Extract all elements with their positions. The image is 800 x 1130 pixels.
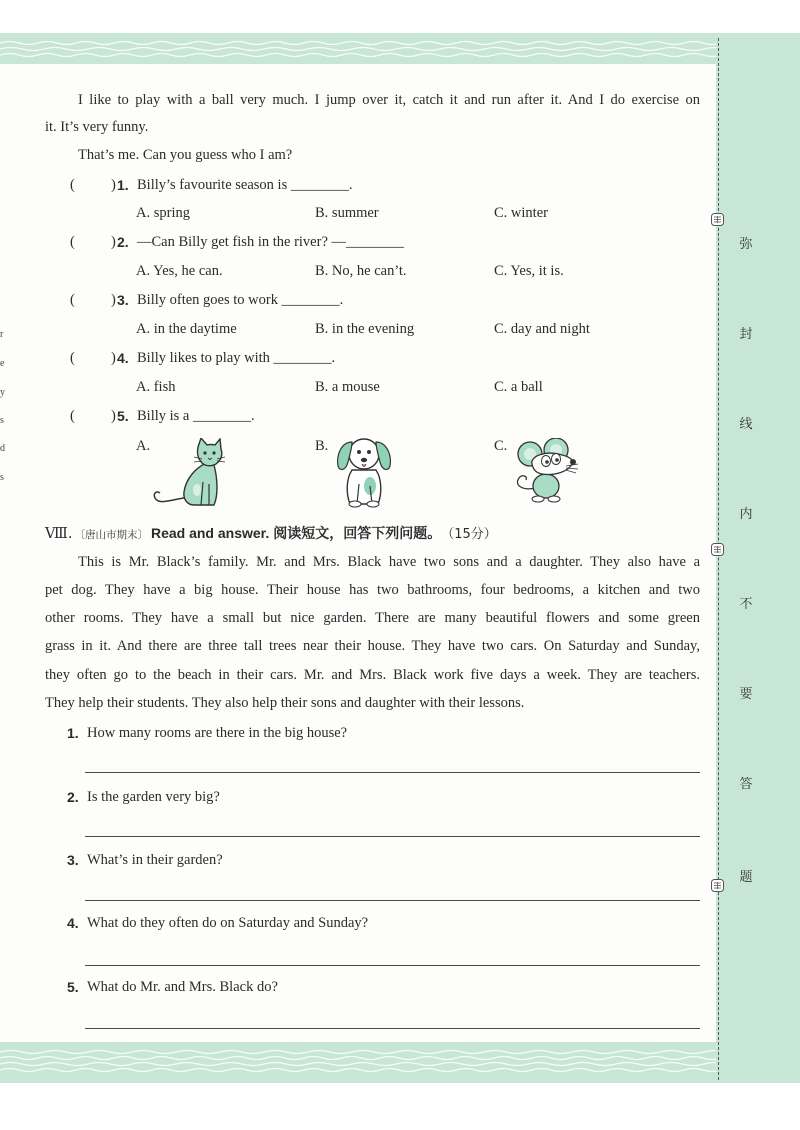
side-strip-char: 线 <box>739 417 753 432</box>
passage-b-line: they often go to the beach in their cars. Mr. and Mrs. Black work five days a week. They are teachers. <box>45 667 700 683</box>
section-source: 〔唐山市期末〕 <box>74 529 148 541</box>
mouse-icon <box>506 438 588 504</box>
question-stem: Billy is a ________. <box>137 408 255 424</box>
question-text: What do they often do on Saturday and Sunday? <box>87 915 369 931</box>
question-stem: Billy’s favourite season is ________. <box>137 177 353 193</box>
passage-b-line: They help their students. They also help their sons and daughter with their lessons. <box>45 695 525 711</box>
answer-bracket-close: ) <box>111 177 116 193</box>
option-a: A. <box>136 438 151 454</box>
section-number: Ⅷ. <box>45 526 73 542</box>
question-number: 2. <box>117 234 129 250</box>
answer-bracket-open: ( <box>70 234 75 250</box>
binding-fold-line <box>718 38 719 1080</box>
question-text: What’s in their garden? <box>87 852 223 868</box>
side-strip-char: 内 <box>739 507 753 522</box>
passage-b-line: pet dog. They have a big house. Their house has two bathrooms, four bedrooms, a kitchen and two <box>45 582 700 598</box>
option-a: A. spring <box>136 205 190 221</box>
margin-letter: e <box>0 358 5 369</box>
question-number: 2. <box>67 789 79 805</box>
option-a: A. Yes, he can. <box>136 263 223 279</box>
answer-line <box>85 836 700 837</box>
answer-line <box>85 965 700 966</box>
question-text: Is the garden very big? <box>87 789 220 805</box>
wave-line <box>0 1069 716 1072</box>
side-strip-char: 要 <box>739 687 753 702</box>
option-c: C. <box>494 438 508 454</box>
answer-bracket-open: ( <box>70 177 75 193</box>
option-b: B. summer <box>315 205 379 221</box>
wave-line <box>0 42 716 45</box>
passage-a-line: I like to play with a ball very much. I jump over it, catch it and run after it. And I do exercise on <box>78 92 700 108</box>
wave-line <box>0 48 716 51</box>
question-number: 4. <box>67 915 79 931</box>
question-number: 1. <box>67 725 79 741</box>
option-b: B. <box>315 438 329 454</box>
top-wave-border <box>0 35 716 64</box>
option-b: B. in the evening <box>315 321 415 337</box>
margin-letter: s <box>0 472 4 483</box>
margin-letter: r <box>0 329 4 340</box>
passage-a-line: it. It’s very funny. <box>45 119 149 135</box>
option-a: A. fish <box>136 379 176 395</box>
answer-bracket-open: ( <box>70 408 75 424</box>
question-number: 5. <box>117 408 129 424</box>
answer-bracket-close: ) <box>111 350 116 366</box>
question-number: 3. <box>117 292 129 308</box>
section-score: （15分） <box>441 527 497 542</box>
question-text: What do Mr. and Mrs. Black do? <box>87 979 278 995</box>
side-strip-char: 不 <box>739 597 753 612</box>
side-strip-char: 弥 <box>739 237 753 252</box>
side-strip-char: 答 <box>739 777 753 792</box>
question-text: How many rooms are there in the big house? <box>87 725 348 741</box>
option-c: C. Yes, it is. <box>494 263 564 279</box>
seal-mark-icon <box>711 543 724 556</box>
answer-line <box>85 772 700 773</box>
passage-b-line: grass in it. And there are three tall trees near their house. They have two cars. On Saturday and Sunday, <box>45 638 700 654</box>
passage-a-prompt: That’s me. Can you guess who I am? <box>78 147 293 163</box>
question-number: 3. <box>67 852 79 868</box>
answer-line <box>85 1028 700 1029</box>
answer-bracket-open: ( <box>70 350 75 366</box>
question-stem: Billy often goes to work ________. <box>137 292 344 308</box>
option-b: B. No, he can’t. <box>315 263 407 279</box>
wave-line <box>0 1057 716 1060</box>
answer-line <box>85 900 700 901</box>
wave-line <box>0 1063 716 1066</box>
margin-letter: y <box>0 387 5 398</box>
answer-bracket-open: ( <box>70 292 75 308</box>
wave-line <box>0 1051 716 1054</box>
option-a: A. in the daytime <box>136 321 237 337</box>
section-title-en: Read and answer. <box>150 525 270 541</box>
option-c: C. day and night <box>494 321 590 337</box>
answer-bracket-close: ) <box>111 408 116 424</box>
section-heading <box>45 523 497 545</box>
side-strip-char: 题 <box>739 870 753 885</box>
side-strip-char: 封 <box>739 327 753 342</box>
seal-mark-icon <box>711 879 724 892</box>
margin-letter: d <box>0 443 5 454</box>
margin-letter: s <box>0 415 4 426</box>
question-number: 1. <box>117 177 129 193</box>
section-title-cn: 阅读短文，回答下列问题。 <box>273 526 442 542</box>
seal-mark-icon <box>711 213 724 226</box>
dog-icon <box>328 432 400 508</box>
answer-bracket-close: ) <box>111 292 116 308</box>
question-number: 5. <box>67 979 79 995</box>
option-c: C. winter <box>494 205 548 221</box>
cat-icon <box>150 438 234 508</box>
wave-line <box>0 54 716 57</box>
question-number: 4. <box>117 350 129 366</box>
question-stem: —Can Billy get fish in the river? —________ <box>137 234 405 250</box>
option-c: C. a ball <box>494 379 543 395</box>
passage-b-line: This is Mr. Black’s family. Mr. and Mrs. Black have two sons and a daughter. They also have a <box>78 554 700 570</box>
question-stem: Billy likes to play with ________. <box>137 350 336 366</box>
passage-b-line: other rooms. They have a small but nice garden. There are many beautiful flowers and some green <box>45 610 700 626</box>
answer-bracket-close: ) <box>111 234 116 250</box>
option-b: B. a mouse <box>315 379 380 395</box>
bottom-wave-border <box>0 1043 716 1081</box>
